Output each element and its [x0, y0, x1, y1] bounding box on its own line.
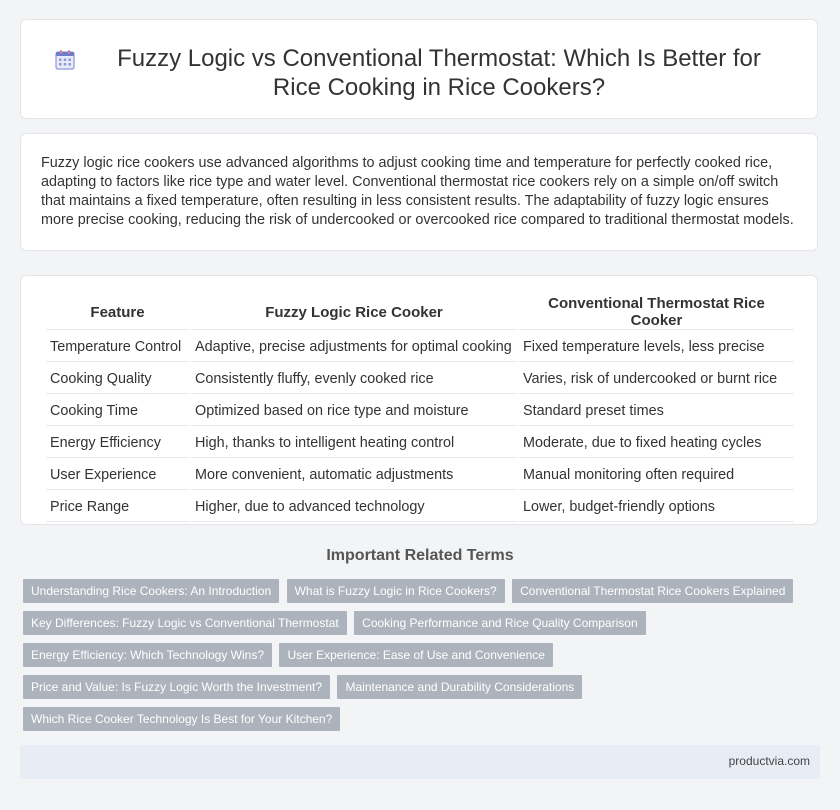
- table-cell: More convenient, automatic adjustments: [191, 460, 517, 490]
- table-cell: User Experience: [46, 460, 189, 490]
- related-term-link[interactable]: Energy Efficiency: Which Technology Wins?: [23, 643, 272, 667]
- related-term-link[interactable]: Cooking Performance and Rice Quality Comparison: [354, 611, 645, 635]
- table-row: [46, 396, 794, 426]
- table-cell: Cooking Time: [46, 396, 189, 426]
- table-row: [46, 332, 794, 362]
- column-header: Fuzzy Logic Rice Cooker: [191, 295, 517, 330]
- comparison-table-card: [20, 275, 818, 525]
- table-cell: Optimized based on rice type and moisture: [191, 396, 517, 426]
- related-term-link[interactable]: User Experience: Ease of Use and Convenience: [279, 643, 552, 667]
- related-term-link[interactable]: Maintenance and Durability Considerations: [337, 675, 582, 699]
- intro-paragraph: Fuzzy logic rice cookers use advanced algorithms to adjust cooking time and temperature for perfectly cooked rice, adapting to factors like rice type and water level. Conventional thermostat rice cookers rely on a simple on/off switch that maintains a fixed temperature, often resulting in less consistent results. The adaptability of fuzzy logic ensures more precise cooking, reducing the risk of undercooked or overcooked rice compared to traditional thermostat models.: [41, 155, 794, 228]
- table-row: [46, 364, 794, 394]
- table-row: [46, 460, 794, 490]
- related-term-link[interactable]: Key Differences: Fuzzy Logic vs Conventional Thermostat: [23, 611, 347, 635]
- table-cell: Standard preset times: [519, 396, 794, 426]
- table-cell: High, thanks to intelligent heating control: [191, 428, 517, 458]
- header-card: [20, 19, 818, 119]
- table-row: [46, 428, 794, 458]
- intro-card: [20, 133, 818, 251]
- footer-source: productvia.com: [728, 754, 810, 768]
- table-cell: Cooking Quality: [46, 364, 189, 394]
- table-cell: Price Range: [46, 492, 189, 522]
- table-cell: Moderate, due to fixed heating cycles: [519, 428, 794, 458]
- related-term-link[interactable]: Understanding Rice Cookers: An Introduction: [23, 579, 279, 603]
- comparison-table: [44, 293, 796, 524]
- related-terms-heading: Important Related Terms: [326, 547, 514, 564]
- related-term-link[interactable]: Which Rice Cooker Technology Is Best for Your Kitchen?: [23, 707, 340, 731]
- column-header: Feature: [46, 295, 189, 330]
- related-terms-list: [23, 579, 813, 739]
- table-cell: Temperature Control: [46, 332, 189, 362]
- table-cell: Fixed temperature levels, less precise: [519, 332, 794, 362]
- footer: [20, 745, 820, 779]
- table-cell: Lower, budget-friendly options: [519, 492, 794, 522]
- column-header: Conventional Thermostat Rice Cooker: [519, 295, 794, 330]
- table-row: [46, 492, 794, 522]
- table-cell: Higher, due to advanced technology: [191, 492, 517, 522]
- table-cell: Varies, risk of undercooked or burnt rice: [519, 364, 794, 394]
- table-cell: Energy Efficiency: [46, 428, 189, 458]
- table-cell: Manual monitoring often required: [519, 460, 794, 490]
- related-term-link[interactable]: What is Fuzzy Logic in Rice Cookers?: [287, 579, 505, 603]
- page-title: Fuzzy Logic vs Conventional Thermostat: Which Is Better for Rice Cooking in Rice Cookers?: [117, 45, 761, 101]
- related-term-link[interactable]: Price and Value: Is Fuzzy Logic Worth the Investment?: [23, 675, 330, 699]
- related-term-link[interactable]: Conventional Thermostat Rice Cookers Explained: [512, 579, 793, 603]
- table-cell: Consistently fluffy, evenly cooked rice: [191, 364, 517, 394]
- table-header-row: [46, 295, 794, 330]
- table-cell: Adaptive, precise adjustments for optimal cooking: [191, 332, 517, 362]
